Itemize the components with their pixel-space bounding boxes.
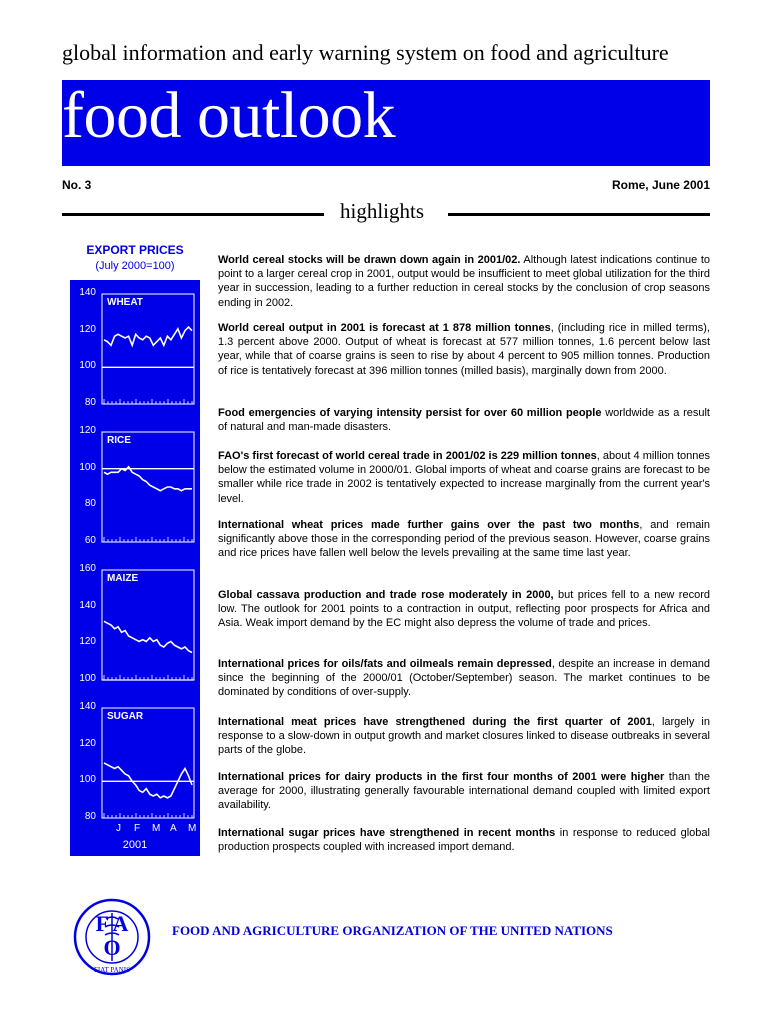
month-label: J: [116, 823, 121, 834]
highlight-body: Although latest indications continue to point to a larger cereal crop in 2001, output would be insufficient to meet global utilization for the third year in succession, leading to a further reduction in cereal stocks by the conclusion of crop seasons ending in 2002.: [218, 254, 710, 309]
highlight-paragraph: [218, 518, 710, 561]
plot-frame: [102, 570, 194, 680]
highlight-paragraph: [218, 449, 710, 506]
svg-text:O: O: [103, 935, 121, 960]
month-label: M: [152, 823, 161, 834]
highlight-body: , about 4 million tonnes below the estimated volume in 2000/01. Global imports of wheat and coarse grains are forecast to be smaller while rice trade in 2002 is tentatively expected to increase marginally from the current year's level.: [218, 450, 710, 505]
masthead: [62, 80, 710, 166]
highlight-paragraph: [218, 715, 710, 758]
y-tick-label: 80: [84, 498, 96, 510]
highlight-paragraph: [218, 321, 710, 378]
commodity-label: WHEAT: [107, 297, 143, 308]
highlight-lead: Global cassava production and trade rose moderately in 2000,: [218, 589, 554, 601]
highlight-body: , and remain significantly above those in the corresponding period of the previous season. However, coarse grains and rice prices have fallen well below the levels prevailing at the same time last year.: [218, 519, 710, 560]
highlight-lead: International wheat prices made further gains over the past two months: [218, 519, 640, 531]
chart-maize: [102, 570, 194, 680]
publication-title: food outlook: [62, 79, 396, 152]
fao-logo-graphic: [72, 897, 152, 977]
commodity-label: SUGAR: [107, 711, 144, 722]
y-tick-label: 120: [79, 636, 96, 648]
highlight-lead: World cereal output in 2001 is forecast at 1 878 million tonnes: [218, 322, 551, 334]
highlight-body: in response to reduced global production prospects coupled with increased import demand.: [218, 827, 710, 854]
svg-text:FIAT PANIS: FIAT PANIS: [94, 966, 130, 974]
highlight-lead: International meat prices have strengthened during the first quarter of 2001: [218, 716, 652, 728]
chart-sugar: [102, 708, 194, 818]
sidebar-title: EXPORT PRICES: [86, 243, 184, 257]
plot-frame: [102, 294, 194, 404]
fao-logo: [72, 897, 152, 977]
y-tick-label: 100: [79, 673, 96, 684]
divider-right: [448, 213, 710, 216]
highlight-body: but prices fell to a new record low. The outlook for 2001 points to a contraction in output, reflecting poor prospects for Africa and Asia. Weak import demand by the EC might also depress the volume of trade and prices.: [218, 589, 710, 630]
plot-frame: [102, 708, 194, 818]
highlight-paragraph: [218, 406, 710, 434]
y-tick-label: 160: [79, 563, 96, 574]
commodity-label: RICE: [107, 435, 131, 446]
issue-number: No. 3: [62, 178, 92, 192]
organization-name: FOOD AND AGRICULTURE ORGANIZATION OF THE UNITED NATIONS: [172, 923, 613, 938]
chart-wheat: [102, 294, 194, 404]
highlight-paragraph: [218, 770, 710, 813]
tagline: global information and early warning system on food and agriculture: [62, 40, 669, 65]
highlight-lead: World cereal stocks will be drawn down again in 2001/02.: [218, 254, 521, 266]
highlight-lead: Food emergencies of varying intensity persist for over 60 million people: [218, 407, 602, 419]
y-tick-label: 100: [79, 774, 96, 786]
highlight-paragraph: [218, 657, 710, 700]
month-label: A: [170, 823, 177, 834]
highlight-body: worldwide as a result of natural and man-made disasters.: [218, 407, 710, 434]
highlight-body: , (including rice in milled terms), 1.3 percent above 2000. Output of wheat is forecast at 577 million tonnes, 1.6 percent below last year, while that of coarse grains is seen to rise by about 4 percent to 905 million tonnes. Production of rice is tentatively forecast at 396 million tonnes (milled basis), marginally down from 2000.: [218, 322, 710, 377]
plot-frame: [102, 432, 194, 542]
highlight-lead: International sugar prices have strengthened in recent months: [218, 827, 556, 839]
y-tick-label: 140: [79, 701, 96, 712]
month-label: M: [188, 823, 197, 834]
highlight-body: , largely in response to a slow-down in output growth and market closures linked to disease outbreaks in several parts of the globe.: [218, 716, 710, 757]
y-tick-label: 80: [84, 397, 96, 408]
y-tick-label: 80: [84, 811, 96, 822]
highlight-lead: International prices for dairy products in the first four months of 2001 were higher: [218, 771, 665, 783]
y-tick-label: 120: [79, 425, 96, 436]
y-tick-label: 60: [84, 535, 96, 546]
y-tick-label: 100: [79, 360, 96, 372]
highlight-body: , despite an increase in demand since the beginning of the 2000/01 (October/September) season. The market continues to be dominated by conditions of over-supply.: [218, 658, 711, 699]
y-tick-label: 120: [79, 323, 96, 335]
export-price-charts: [70, 280, 200, 856]
highlight-paragraph: [218, 588, 710, 631]
highlight-paragraph: [218, 826, 710, 854]
svg-text:F A: F A: [95, 911, 129, 936]
chart-rice: [102, 432, 194, 542]
section-title: highlights: [340, 199, 425, 223]
month-label: F: [134, 823, 141, 834]
commodity-label: MAIZE: [107, 573, 139, 584]
y-tick-label: 100: [79, 461, 96, 473]
y-tick-label: 120: [79, 737, 96, 749]
place-date: Rome, June 2001: [611, 178, 710, 192]
year-label: 2001: [122, 839, 148, 851]
highlight-lead: International prices for oils/fats and oilmeals remain depressed: [218, 658, 552, 670]
highlight-paragraph: [218, 253, 710, 310]
sidebar-subtitle: (July 2000=100): [95, 260, 175, 272]
y-tick-label: 140: [79, 287, 96, 298]
highlight-lead: FAO's first forecast of world cereal trade in 2001/02 is 229 million tonnes: [218, 450, 597, 462]
highlight-body: than the average for 2000, illustrating generally favourable international demand coupled with limited export availability.: [218, 771, 710, 812]
y-tick-label: 140: [79, 599, 96, 611]
divider-left: [62, 213, 324, 216]
